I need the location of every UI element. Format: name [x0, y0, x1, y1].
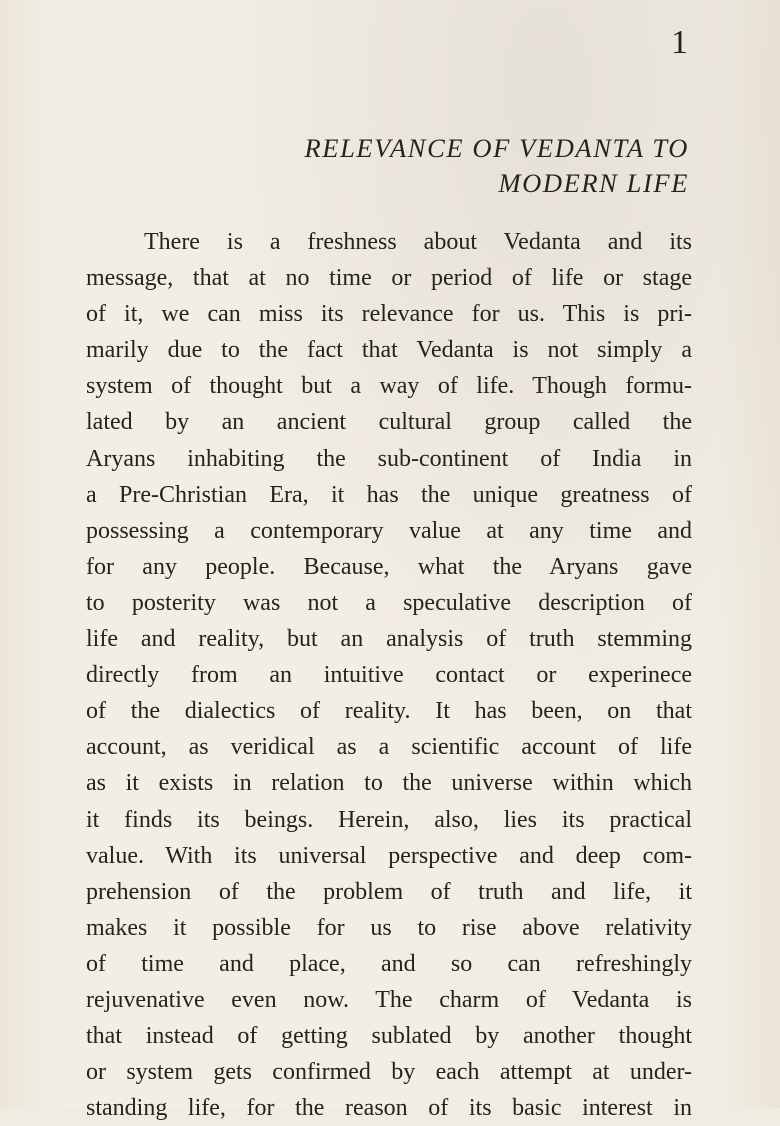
text-line: that instead of getting sublated by another thought	[86, 1023, 692, 1050]
text-line: value. With its universal perspective and deep com-	[86, 842, 692, 869]
text-line: a Pre-Christian Era, it has the unique greatness of	[86, 481, 692, 508]
text-line: directly from an intuitive contact or experinece	[86, 662, 692, 689]
text-line: or system gets confirmed by each attempt at under-	[86, 1059, 692, 1086]
text-line: marily due to the fact that Vedanta is not simply a	[86, 337, 692, 364]
text-line: to posterity was not a speculative description of	[86, 589, 692, 616]
text-line: it finds its beings. Herein, also, lies its practical	[86, 806, 692, 833]
text-line: makes it possible for us to rise above relativity	[86, 914, 692, 941]
text-line: of the dialectics of reality. It has been, on that	[86, 698, 692, 725]
text-line: system of thought but a way of life. Though formu-	[86, 373, 692, 400]
text-line: standing life, for the reason of its basic interest in	[86, 1095, 692, 1122]
body-paragraph	[86, 224, 692, 1126]
text-line: of time and place, and so can refreshingly	[86, 950, 692, 977]
chapter-title	[169, 131, 689, 201]
text-line: message, that at no time or period of life or stage	[86, 265, 692, 292]
text-line: rejuvenative even now. The charm of Vedanta is	[86, 986, 692, 1013]
page-number: 1	[671, 24, 688, 61]
text-line: life and reality, but an analysis of truth stemming	[86, 626, 692, 653]
text-line: of it, we can miss its relevance for us. This is pri-	[86, 301, 692, 328]
text-line: Aryans inhabiting the sub-continent of India in	[86, 445, 692, 472]
chapter-title-line: RELEVANCE OF VEDANTA TO	[304, 133, 689, 163]
text-line: account, as veridical as a scientific account of life	[86, 734, 692, 761]
text-line: as it exists in relation to the universe within which	[86, 770, 692, 797]
text-line: for any people. Because, what the Aryans gave	[86, 553, 692, 580]
text-line: prehension of the problem of truth and life, it	[86, 878, 692, 905]
text-line: possessing a contemporary value at any time and	[86, 517, 692, 544]
text-line: lated by an ancient cultural group called the	[86, 409, 692, 436]
text-line: There is a freshness about Vedanta and its	[144, 229, 692, 255]
chapter-title-line: MODERN LIFE	[498, 168, 689, 198]
